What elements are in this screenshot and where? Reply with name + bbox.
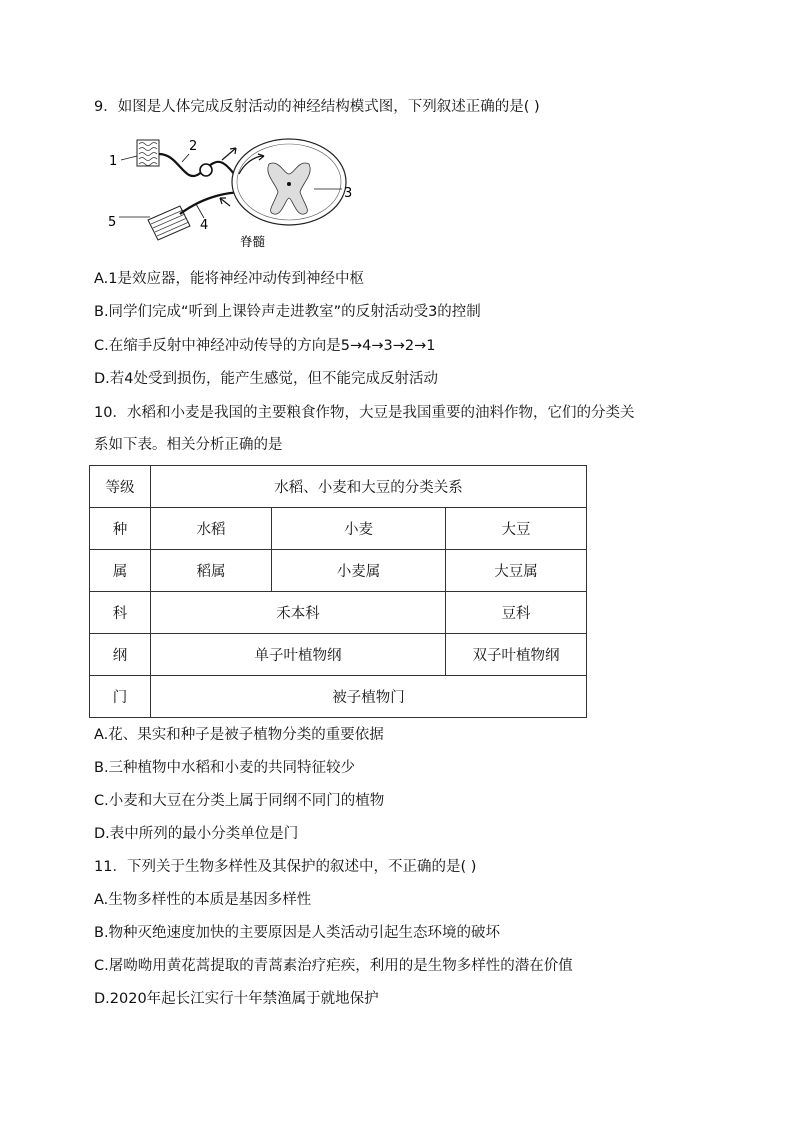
table-cell-level: 门 <box>90 676 151 718</box>
table-cell: 小麦属 <box>272 550 446 592</box>
skin-receptor <box>137 140 159 166</box>
reflex-arc-figure <box>104 134 364 254</box>
table-cell-level: 属 <box>90 550 151 592</box>
table-header-level: 等级 <box>90 466 151 508</box>
q10-option-a: A.花、果实和种子是被子植物分类的重要依据 <box>94 727 384 743</box>
table-cell: 大豆属 <box>446 550 587 592</box>
table-cell: 小麦 <box>272 508 446 550</box>
table-header-row <box>90 466 587 508</box>
label-1: 1 <box>109 154 118 169</box>
q10-stem-line2: 系如下表。相关分析正确的是 <box>94 437 283 453</box>
q9-option-d: D.若4处受到损伤，能产生感觉，但不能完成反射活动 <box>94 371 438 387</box>
label-3: 3 <box>344 186 353 201</box>
q11-stem: 11．下列关于生物多样性及其保护的叙述中，不正确的是( ) <box>94 859 477 875</box>
label-2: 2 <box>189 139 198 154</box>
table-cell-level: 纲 <box>90 634 151 676</box>
spinal-cord <box>232 139 346 225</box>
q11-option-c: C.屠呦呦用黄花蒿提取的青蒿素治疗疟疾，利用的是生物多样性的潜在价值 <box>94 958 573 974</box>
ganglion <box>200 164 212 176</box>
label-5: 5 <box>108 215 117 230</box>
table-cell-level: 科 <box>90 592 151 634</box>
q10-option-b: B.三种植物中水稻和小麦的共同特征较少 <box>94 760 356 776</box>
reflex-arc-diagram <box>104 134 364 254</box>
table-header-title: 水稻、小麦和大豆的分类关系 <box>151 466 587 508</box>
label-4: 4 <box>200 218 209 233</box>
q9-stem: 9．如图是人体完成反射活动的神经结构模式图，下列叙述正确的是( ) <box>94 99 540 115</box>
q11-option-d: D.2020年起长江实行十年禁渔属于就地保护 <box>94 991 379 1007</box>
table-row-species <box>90 508 587 550</box>
table-row-class <box>90 634 587 676</box>
table-row-phylum <box>90 676 587 718</box>
table-row-genus <box>90 550 587 592</box>
q10-stem-line1: 10．水稻和小麦是我国的主要粮食作物，大豆是我国重要的油料作物，它们的分类关 <box>94 405 635 421</box>
table-cell: 双子叶植物纲 <box>446 634 587 676</box>
q9-option-a: A.1是效应器，能将神经冲动传到神经中枢 <box>94 271 364 287</box>
table-cell: 稻属 <box>151 550 272 592</box>
table-cell: 单子叶植物纲 <box>151 634 446 676</box>
q10-option-d: D.表中所列的最小分类单位是门 <box>94 826 299 842</box>
table-cell: 禾本科 <box>151 592 446 634</box>
table-row-family <box>90 592 587 634</box>
q10-option-c: C.小麦和大豆在分类上属于同纲不同门的植物 <box>94 793 385 809</box>
q11-option-b: B.物种灭绝速度加快的主要原因是人类活动引起生态环境的破坏 <box>94 925 501 941</box>
q11-option-a: A.生物多样性的本质是基因多样性 <box>94 892 312 908</box>
arrow-up <box>222 148 236 160</box>
q9-option-b: B.同学们完成“听到上课铃声走进教室”的反射活动受3的控制 <box>94 304 481 320</box>
table-cell: 豆科 <box>446 592 587 634</box>
table-cell-level: 种 <box>90 508 151 550</box>
table-cell: 被子植物门 <box>151 676 587 718</box>
table-cell: 水稻 <box>151 508 272 550</box>
table-cell: 大豆 <box>446 508 587 550</box>
classification-table <box>89 465 587 718</box>
q9-option-c: C.在缩手反射中神经冲动传导的方向是5→4→3→2→1 <box>94 338 436 354</box>
figure-caption: 脊髓 <box>240 234 266 249</box>
